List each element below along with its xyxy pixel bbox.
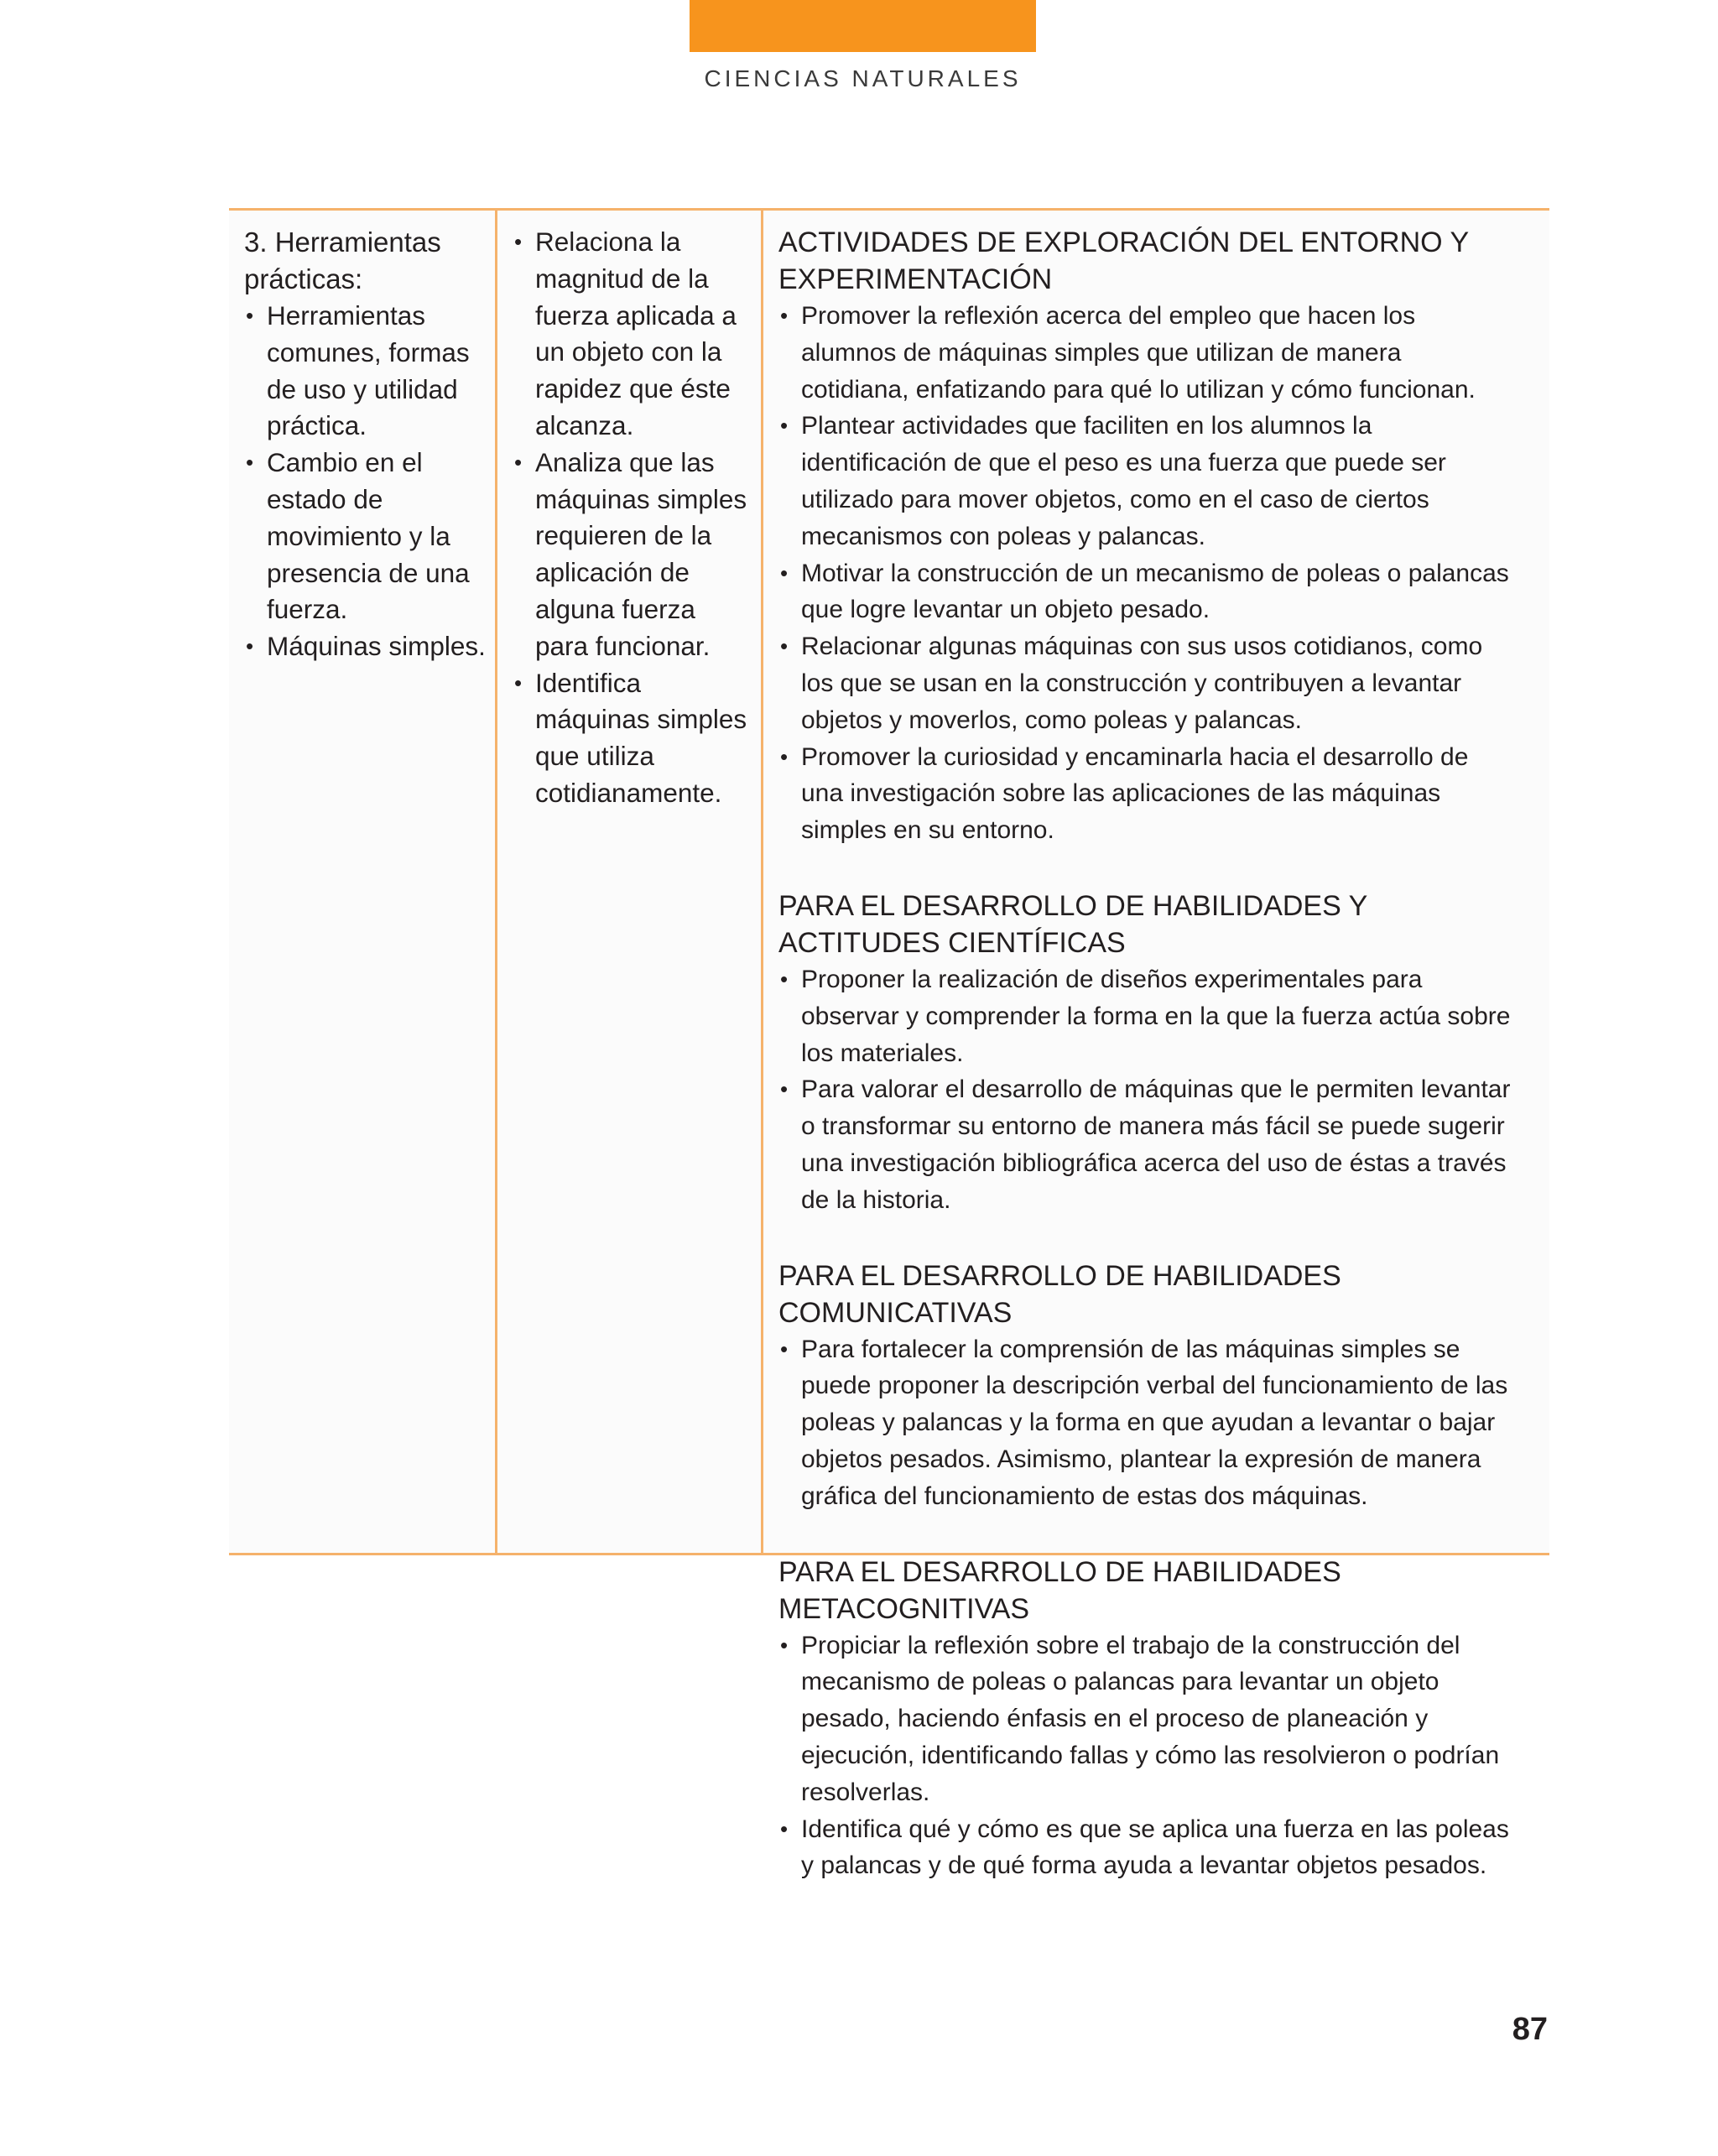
running-head: CIENCIAS NATURALES [704,65,1022,91]
topic-title: 3. Herramientas prácticas: [244,227,441,294]
list-item: • Promover la reflexión acerca del empleo que hacen los alumnos de máquinas simples que utilizan de manera cotidiana, enfatizando para qué lo utilizan y cómo funcionan. [778,298,1516,408]
section-list [778,298,1516,849]
list-item: • Identifica qué y cómo es que se aplica una fuerza en las poleas y palancas y de qué forma ayuda a levantar objetos pesados. [778,1811,1516,1885]
list-item: • Cambio en el estado de movimiento y la presencia de una fuerza. [244,445,487,628]
outcomes-list [513,224,752,812]
list-item: • Para valorar el desarrollo de máquinas que le permiten levantar o transformar su entorno de manera más fácil se puede sugerir una investigación bibliográfica acerca del uso de éstas a través de la historia. [778,1071,1516,1218]
list-item: • Para fortalecer la comprensión de las máquinas simples se puede proponer la descripción verbal del funcionamiento de las poleas y palancas y la forma en que ayudan a levantar o bajar objetos pesados. Asimismo, plantear la expresión de manera gráfica del funcionamiento de estas dos máquinas. [778,1331,1516,1515]
section-heading: PARA EL DESARROLLO DE HABILIDADES COMUNICATIVAS [778,1259,1341,1329]
list-item: • Propiciar la reflexión sobre el trabajo de la construcción del mecanismo de poleas o palancas para levantar un objeto pesado, haciendo énfasis en el proceso de planeación y ejecución, identificando fallas y cómo las resolvieron o podrían resolverlas. [778,1627,1516,1811]
page-number: 87 [1512,2012,1548,2047]
section-list [778,1331,1516,1515]
section-scientific-skills [778,888,1516,1219]
section-list [778,1627,1516,1885]
list-item: • Analiza que las máquinas simples requieren de la aplicación de alguna fuerza para funcionar. [513,445,752,665]
list-item: • Herramientas comunes, formas de uso y utilidad práctica. [244,298,487,445]
content-table [229,208,1549,1880]
list-item: • Máquinas simples. [244,628,487,665]
section-heading: PARA EL DESARROLLO DE HABILIDADES METACOGNITIVAS [778,1555,1341,1625]
header-color-tab [690,0,1036,52]
topics-list [244,298,487,665]
list-item: • Proponer la realización de diseños experimentales para observar y comprender la forma en la que la fuerza actúa sobre los materiales. [778,961,1516,1071]
topics-column [229,211,497,1553]
section-communicative-skills [778,1258,1516,1515]
section-heading: PARA EL DESARROLLO DE HABILIDADES Y ACTITUDES CIENTÍFICAS [778,889,1367,959]
list-item: • Promover la curiosidad y encaminarla hacia el desarrollo de una investigación sobre las aplicaciones de las máquinas simples en su entorno. [778,739,1516,849]
list-item: • Plantear actividades que faciliten en los alumnos la identificación de que el peso es una fuerza que puede ser utilizado para mover objetos, como en el caso de ciertos mecanismos con poleas y palancas. [778,408,1516,555]
section-exploration [778,224,1516,849]
section-metacognitive-skills [778,1554,1516,1885]
list-item: • Motivar la construcción de un mecanismo de poleas o palancas que logre levantar un objeto pesado. [778,555,1516,629]
list-item: • Identifica máquinas simples que utiliza cotidianamente. [513,665,752,812]
activities-column [763,211,1549,1880]
section-list [778,961,1516,1219]
list-item: • Relacionar algunas máquinas con sus usos cotidianos, como los que se usan en la construcción y contribuyen a levantar objetos y moverlos, como poleas y palancas. [778,628,1516,738]
learning-outcomes-column [497,211,763,1553]
list-item: • Relaciona la magnitud de la fuerza aplicada a un objeto con la rapidez que éste alcanza. [513,224,752,445]
section-heading: ACTIVIDADES DE EXPLORACIÓN DEL ENTORNO Y EXPERIMENTACIÓN [778,227,1469,295]
